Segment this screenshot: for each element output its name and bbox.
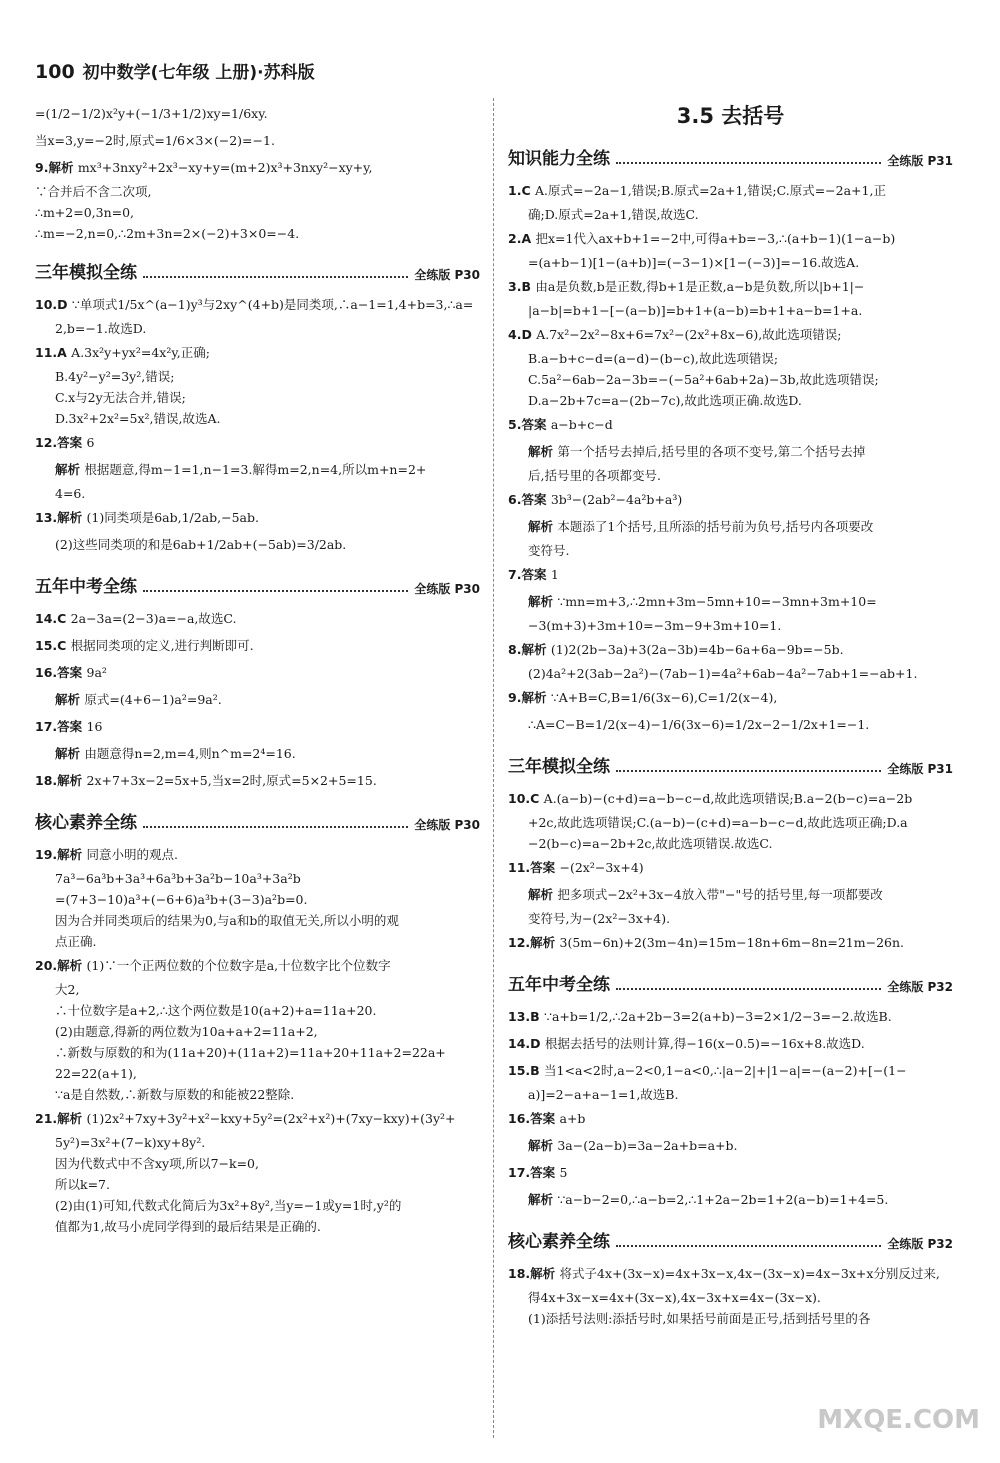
- text-line: [35, 154, 480, 181]
- text-line: [35, 202, 480, 223]
- text-line: [508, 1159, 953, 1186]
- section-title: 五年中考全练: [35, 577, 137, 597]
- text-line: [35, 686, 480, 713]
- item-text: 由题意得n=2,m=4,则n^m=2⁴=16.: [84, 746, 296, 761]
- item-text: =(a+b−1)[1−(a+b)]=(−3−1)×[1−(−3)]=−16.故选A.: [528, 255, 860, 270]
- section-heading: [35, 572, 480, 597]
- item-text: 3(5m−6n)+2(3m−4n)=15m−18n+6m−8n=21m−26n.: [559, 935, 905, 950]
- text-line: [508, 540, 953, 561]
- text-line: [35, 659, 480, 686]
- item-label: 12.解析: [508, 935, 560, 950]
- item-label: 解析: [528, 519, 558, 534]
- item-text: 因为代数式中不含xy项,所以7−k=0,: [55, 1156, 259, 1171]
- item-label: 10.D: [35, 297, 72, 312]
- item-label: 3.B: [508, 279, 536, 294]
- item-text: 当x=3,y=−2时,原式=1/6×3×(−2)=−1.: [35, 133, 275, 148]
- text-line: [35, 632, 480, 659]
- item-text: 1: [550, 567, 559, 582]
- item-label: 9.解析: [35, 160, 78, 175]
- item-text: =(1/2−1/2)x²y+(−1/3+1/2)xy=1/6xy.: [35, 106, 268, 121]
- item-text: ∵mn=m+3,∴2mn+3m−5mn+10=−3mn+3m+10=: [557, 594, 877, 609]
- item-text: a)]=2−a+a−1=1,故选B.: [528, 1087, 679, 1102]
- item-label: 8.解析: [508, 642, 551, 657]
- item-text: 点正确.: [55, 934, 97, 949]
- item-label: 5.答案: [508, 417, 551, 432]
- text-line: [508, 812, 953, 833]
- section-page-ref: 全练版 P30: [414, 582, 480, 596]
- section-page-ref: 全练版 P30: [414, 818, 480, 832]
- item-label: 13.解析: [35, 510, 87, 525]
- item-label: 12.答案: [35, 435, 87, 450]
- item-label: 2.A: [508, 231, 536, 246]
- text-line: [35, 1042, 480, 1063]
- item-text: 22=22(a+1),: [55, 1066, 137, 1081]
- section-title: 三年模拟全练: [508, 757, 610, 777]
- item-text: ∵a+b=1/2,∴2a+2b−3=2(a+b)−3=2×1/2−3=−2.故选B.: [544, 1009, 892, 1024]
- item-text: 将式子4x+(3x−x)=4x+3x−x,4x−(3x−x)=4x−3x+x分别反过来,: [559, 1266, 940, 1281]
- text-line: [35, 841, 480, 868]
- item-label: 7.答案: [508, 567, 551, 582]
- item-text: |a−b|=b+1−[−(a−b)]=b+1+(a−b)=b+1+a−b=1+a.: [528, 303, 863, 318]
- text-line: [35, 223, 480, 244]
- text-line: [508, 1003, 953, 1030]
- item-label: 20.解析: [35, 958, 87, 973]
- text-line: [35, 291, 480, 318]
- text-line: [508, 1186, 953, 1213]
- item-text: −2(b−c)=a−2b+2c,故此选项错误.故选C.: [528, 836, 773, 851]
- text-line: [508, 711, 953, 738]
- item-label: 16.答案: [508, 1111, 560, 1126]
- item-label: 解析: [528, 887, 558, 902]
- text-line: [35, 531, 480, 558]
- text-line: [508, 411, 953, 438]
- page-number: 100: [35, 61, 75, 83]
- text-line: [508, 908, 953, 929]
- text-line: [35, 713, 480, 740]
- item-text: A.3x²y+yx²=4x²y,正确;: [71, 345, 210, 360]
- text-line: [508, 513, 953, 540]
- text-line: [508, 300, 953, 321]
- item-text: (1)同类项是6ab,1/2ab,−5ab.: [86, 510, 259, 525]
- item-text: ∵a是自然数,∴新数与原数的和能被22整除.: [55, 1087, 295, 1102]
- text-line: [35, 931, 480, 952]
- item-label: 解析: [528, 1138, 558, 1153]
- text-line: [508, 1030, 953, 1057]
- item-text: +2c,故此选项错误;C.(a−b)−(c+d)=a−b−c−d,故此选项正确;D.a: [528, 815, 908, 830]
- text-line: [35, 889, 480, 910]
- text-line: [35, 605, 480, 632]
- text-line: [508, 369, 953, 390]
- text-line: [508, 273, 953, 300]
- item-label: 解析: [55, 462, 85, 477]
- item-text: ∵合并后不含二次项,: [35, 184, 152, 199]
- text-line: [508, 1260, 953, 1287]
- section-page-ref: 全练版 P31: [887, 154, 953, 168]
- item-text: 后,括号里的各项都变号.: [528, 468, 661, 483]
- text-line: [508, 1105, 953, 1132]
- text-line: [508, 636, 953, 663]
- item-text: 当1<a<2时,a−2<0,1−a<0,∴|a−2|+|1−a|=−(a−2)+[−(1−: [544, 1063, 907, 1078]
- item-text: 把x=1代入ax+b+1=−2中,可得a+b=−3,∴(a+b−1)(1−a−b): [535, 231, 896, 246]
- item-text: (2)4a²+2(3ab−2a²)−(7ab−1)=4a²+6ab−4a²−7ab+1=−ab+1.: [528, 666, 918, 681]
- item-text: (2)由题意,得新的两位数为10a+a+2=11a+2,: [55, 1024, 318, 1039]
- section-page-ref: 全练版 P32: [887, 1237, 953, 1251]
- item-text: (1)2(2b−3a)+3(2a−3b)=4b−6a+6a−9b=−5b.: [550, 642, 844, 657]
- item-text: B.a−b+c−d=(a−d)−(b−c),故此选项错误;: [528, 351, 779, 366]
- text-line: [508, 177, 953, 204]
- dotted-leader: [616, 770, 881, 772]
- text-line: [35, 767, 480, 794]
- item-text: 4=6.: [55, 486, 86, 501]
- text-line: [508, 561, 953, 588]
- item-text: 大2,: [55, 982, 80, 997]
- item-text: 2,b=−1.故选D.: [55, 321, 147, 336]
- item-text: 6: [86, 435, 95, 450]
- item-label: 解析: [528, 1192, 558, 1207]
- item-text: ∴m+2=0,3n=0,: [35, 205, 135, 220]
- item-text: 确;D.原式=2a+1,错误,故选C.: [528, 207, 699, 222]
- item-text: 2a−3a=(2−3)a=−a,故选C.: [70, 611, 237, 626]
- item-text: 变符号,为−(2x²−3x+4).: [528, 911, 671, 926]
- text-line: [35, 1216, 480, 1237]
- text-line: [508, 588, 953, 615]
- text-line: [35, 483, 480, 504]
- item-text: C.5a²−6ab−2a−3b=−(−5a²+6ab+2a)−3b,故此选项错误;: [528, 372, 879, 387]
- dotted-leader: [143, 590, 408, 592]
- item-label: 解析: [528, 444, 558, 459]
- item-text: 7a³−6a³b+3a³+6a³b+3a²b−10a³+3a²b: [55, 871, 301, 886]
- text-line: [35, 366, 480, 387]
- item-text: 根据去括号的法则计算,得−16(x−0.5)=−16x+8.故选D.: [544, 1036, 865, 1051]
- item-text: 根据同类项的定义,进行判断即可.: [70, 638, 254, 653]
- item-text: =(7+3−10)a³+(−6+6)a³b+(3−3)a²b=0.: [55, 892, 308, 907]
- item-text: 得4x+3x−x=4x+(3x−x),4x−3x+x=4x−(3x−x).: [528, 1290, 821, 1305]
- text-line: [508, 1084, 953, 1105]
- section-heading: [508, 752, 953, 777]
- item-text: 因为合并同类项后的结果为0,与a和b的取值无关,所以小明的观: [55, 913, 399, 928]
- text-line: [35, 456, 480, 483]
- item-text: ∵单项式1/5x^(a−1)y³与2xy^(4+b)是同类项,∴a−1=1,4+b=3,∴a=: [71, 297, 474, 312]
- text-line: [35, 1195, 480, 1216]
- section-heading: [508, 1227, 953, 1252]
- item-label: 4.D: [508, 327, 537, 342]
- text-line: [35, 1132, 480, 1153]
- text-line: [35, 1021, 480, 1042]
- text-line: [35, 910, 480, 931]
- text-line: [508, 785, 953, 812]
- item-text: 所以k=7.: [55, 1177, 110, 1192]
- item-text: ∵A+B=C,B=1/6(3x−6),C=1/2(x−4),: [550, 690, 778, 705]
- section-page-ref: 全练版 P30: [414, 268, 480, 282]
- item-label: 14.C: [35, 611, 71, 626]
- section-heading: [508, 144, 953, 169]
- text-line: [508, 881, 953, 908]
- text-line: [508, 1308, 953, 1329]
- text-line: [508, 663, 953, 684]
- text-line: [35, 387, 480, 408]
- text-line: [35, 429, 480, 456]
- item-text: 9a²: [86, 665, 107, 680]
- left-column: [35, 100, 480, 1237]
- item-text: 同意小明的观点.: [86, 847, 178, 862]
- section-page-ref: 全练版 P31: [887, 762, 953, 776]
- text-line: [508, 1057, 953, 1084]
- text-line: [508, 204, 953, 225]
- text-line: [508, 348, 953, 369]
- dotted-leader: [143, 826, 408, 828]
- section-title: 三年模拟全练: [35, 263, 137, 283]
- item-text: ∴m=−2,n=0,∴2m+3n=2×(−2)+3×0=−4.: [35, 226, 300, 241]
- item-label: 6.答案: [508, 492, 551, 507]
- item-text: 值都为1,故马小虎同学得到的最后结果是正确的.: [55, 1219, 321, 1234]
- item-text: 第一个括号去掉后,括号里的各项不变号,第二个括号去掉: [557, 444, 866, 459]
- item-text: ∵a−b−2=0,∴a−b=2,∴1+2a−2b=1+2(a−b)=1+4=5.: [557, 1192, 889, 1207]
- text-line: [35, 100, 480, 127]
- text-line: [35, 181, 480, 202]
- text-line: [35, 952, 480, 979]
- item-label: 13.B: [508, 1009, 545, 1024]
- text-line: [35, 318, 480, 339]
- chapter-title: 3.5 去括号: [676, 104, 785, 128]
- item-label: 解析: [55, 692, 85, 707]
- item-label: 解析: [528, 594, 558, 609]
- item-text: −3(m+3)+3m+10=−3m−9+3m+10=1.: [528, 618, 782, 633]
- text-line: [508, 486, 953, 513]
- text-line: [508, 465, 953, 486]
- item-text: C.x与2y无法合并,错误;: [55, 390, 186, 405]
- section-title: 知识能力全练: [508, 149, 610, 169]
- text-line: [508, 1132, 953, 1159]
- text-line: [35, 408, 480, 429]
- item-text: 原式=(4+6−1)a²=9a².: [84, 692, 222, 707]
- item-text: A.(a−b)−(c+d)=a−b−c−d,故此选项错误;B.a−2(b−c)=a−2b: [543, 791, 913, 806]
- item-label: 解析: [55, 746, 85, 761]
- section-title: 核心素养全练: [35, 813, 137, 833]
- watermark: MXQE.COM: [817, 1405, 980, 1435]
- item-text: D.a−2b+7c=a−(2b−7c),故此选项正确.故选D.: [528, 393, 802, 408]
- book-title: 初中数学(七年级 上册)·苏科版: [82, 63, 315, 83]
- text-line: [35, 868, 480, 889]
- text-line: [35, 1105, 480, 1132]
- text-line: [508, 833, 953, 854]
- item-label: 15.B: [508, 1063, 545, 1078]
- item-text: A.7x²−2x²−8x+6=7x²−(2x²+8x−6),故此选项错误;: [536, 327, 842, 342]
- item-label: 9.解析: [508, 690, 551, 705]
- item-text: a+b: [559, 1111, 586, 1126]
- section-title: 五年中考全练: [508, 975, 610, 995]
- section-heading: [35, 258, 480, 283]
- item-label: 18.解析: [508, 1266, 560, 1281]
- item-text: −(2x²−3x+4): [559, 860, 644, 875]
- text-line: [508, 929, 953, 956]
- item-text: D.3x²+2x²=5x²,错误,故选A.: [55, 411, 221, 426]
- text-line: [508, 1287, 953, 1308]
- column-divider: [493, 98, 494, 1438]
- item-label: 21.解析: [35, 1111, 87, 1126]
- item-text: 本题添了1个括号,且所添的括号前为负号,括号内各项要改: [557, 519, 874, 534]
- item-text: ∴A=C−B=1/2(x−4)−1/6(3x−6)=1/2x−2−1/2x+1=−1.: [528, 717, 870, 732]
- item-text: 3a−(2a−b)=3a−2a+b=a+b.: [557, 1138, 738, 1153]
- item-label: 11.A: [35, 345, 72, 360]
- item-text: 5: [559, 1165, 568, 1180]
- dotted-leader: [616, 988, 881, 990]
- text-line: [35, 1174, 480, 1195]
- section-heading: [35, 808, 480, 833]
- item-text: (1)2x²+7xy+3y²+x²−kxy+5y²=(2x²+x²)+(7xy−kxy)+(3y²+: [86, 1111, 456, 1126]
- item-label: 17.答案: [508, 1165, 560, 1180]
- right-column: [508, 100, 953, 1329]
- item-text: (1)添括号法则:添括号时,如果括号前面是正号,括到括号里的各: [528, 1311, 871, 1326]
- item-label: 16.答案: [35, 665, 87, 680]
- text-line: [35, 1063, 480, 1084]
- item-text: 2x+7+3x−2=5x+5,当x=2时,原式=5×2+5=15.: [86, 773, 377, 788]
- text-line: [508, 438, 953, 465]
- section-title: 核心素养全练: [508, 1232, 610, 1252]
- dotted-leader: [143, 276, 408, 278]
- page-header: [35, 58, 315, 83]
- item-text: 根据题意,得m−1=1,n−1=3.解得m=2,n=4,所以m+n=2+: [84, 462, 427, 477]
- item-label: 10.C: [508, 791, 544, 806]
- text-line: [508, 854, 953, 881]
- item-label: 19.解析: [35, 847, 87, 862]
- item-text: mx³+3nxy²+2x³−xy+y=(m+2)x³+3nxy²−xy+y,: [77, 160, 373, 175]
- item-label: 17.答案: [35, 719, 87, 734]
- item-label: 11.答案: [508, 860, 560, 875]
- item-text: A.原式=−2a−1,错误;B.原式=2a+1,错误;C.原式=−2a+1,正: [534, 183, 886, 198]
- section-page-ref: 全练版 P32: [887, 980, 953, 994]
- text-line: [35, 1000, 480, 1021]
- item-text: B.4y²−y²=3y²,错误;: [55, 369, 175, 384]
- item-text: 变符号.: [528, 543, 570, 558]
- item-text: 3b³−(2ab²−4a²b+a³): [550, 492, 683, 507]
- text-line: [35, 504, 480, 531]
- text-line: [35, 1084, 480, 1105]
- text-line: [508, 390, 953, 411]
- item-text: a−b+c−d: [550, 417, 613, 432]
- text-line: [508, 321, 953, 348]
- item-text: (1)∵一个正两位数的个位数字是a,十位数字比个位数字: [86, 958, 391, 973]
- item-text: ∴新数与原数的和为(11a+20)+(11a+2)=11a+20+11a+2=22a+: [55, 1045, 446, 1060]
- item-label: 18.解析: [35, 773, 87, 788]
- text-line: [508, 252, 953, 273]
- section-heading: [508, 970, 953, 995]
- text-line: [508, 684, 953, 711]
- item-text: 5y²)=3x²+(7−k)xy+8y².: [55, 1135, 206, 1150]
- item-label: 1.C: [508, 183, 535, 198]
- text-line: [35, 979, 480, 1000]
- item-label: 15.C: [35, 638, 71, 653]
- text-line: [35, 1153, 480, 1174]
- item-text: ∴十位数字是a+2,∴这个两位数是10(a+2)+a=11a+20.: [55, 1003, 377, 1018]
- item-text: (2)由(1)可知,代数式化简后为3x²+8y²,当y=−1或y=1时,y²的: [55, 1198, 402, 1213]
- dotted-leader: [616, 1245, 881, 1247]
- text-line: [35, 127, 480, 154]
- text-line: [35, 339, 480, 366]
- item-text: 把多项式−2x²+3x−4放入带"−"号的括号里,每一项都要改: [557, 887, 883, 902]
- item-text: 由a是负数,b是正数,得b+1是正数,a−b是负数,所以|b+1|−: [535, 279, 865, 294]
- text-line: [508, 225, 953, 252]
- text-line: [35, 740, 480, 767]
- item-label: 14.D: [508, 1036, 545, 1051]
- text-line: [508, 615, 953, 636]
- item-text: (2)这些同类项的和是6ab+1/2ab+(−5ab)=3/2ab.: [55, 537, 347, 552]
- dotted-leader: [616, 162, 881, 164]
- item-text: 16: [86, 719, 103, 734]
